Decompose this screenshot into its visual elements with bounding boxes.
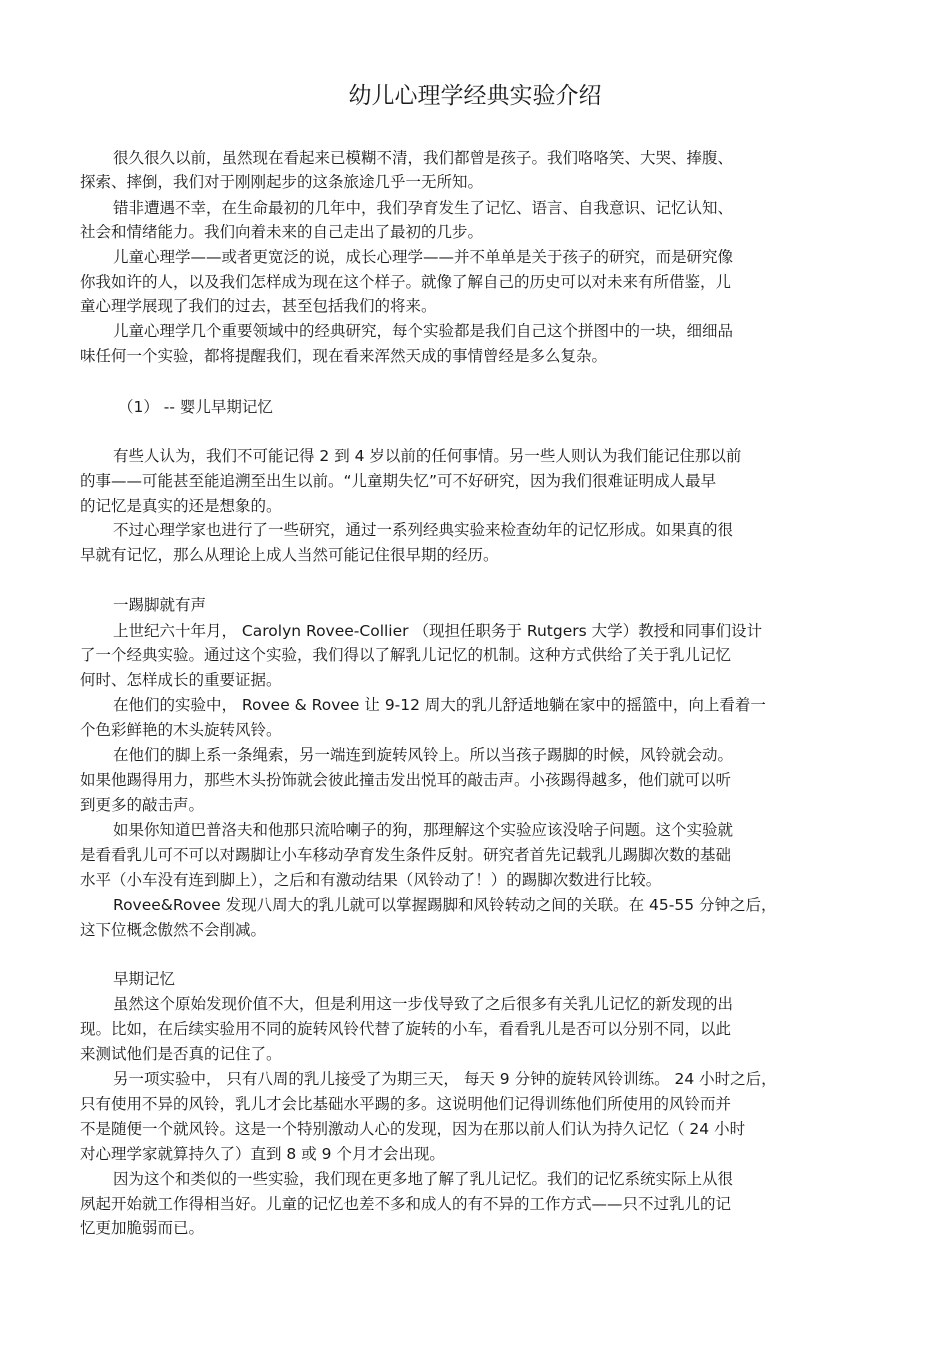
text-line: 来测试他们是否真的记住了。	[80, 1045, 282, 1063]
text-line: Rovee&Rovee 发现八周大的乳儿就可以掌握踢脚和风铃转动之间的关联。在 45-55 分钟之后，	[113, 896, 777, 914]
text-line: 的事——可能甚至能追溯至出生以前。“儿童期失忆”可不好研究，因为我们很难证明成人最早	[80, 472, 717, 490]
text-line: 不过心理学家也进行了一些研究，通过一系列经典实验来检查幼年的记忆形成。如果真的很	[113, 521, 734, 539]
section-heading: （1） -- 婴儿早期记忆	[118, 398, 273, 416]
text-line: 很久很久以前，虽然现在看起来已模糊不清，我们都曾是孩子。我们咯咯笑、大哭、捧腹、	[113, 149, 734, 167]
text-line: 错非遭遇不幸，在生命最初的几年中，我们孕育发生了记忆、语言、自我意识、记忆认知、	[113, 199, 734, 217]
text-line: 如果他踢得用力，那些木头扮饰就会彼此撞击发出悦耳的敲击声。小孩踢得越多，他们就可以听	[80, 771, 732, 789]
text-line: 的记忆是真实的还是想象的。	[80, 497, 282, 515]
text-line: 儿童心理学几个重要领域中的经典研究，每个实验都是我们自己这个拼图中的一块，细细品	[113, 322, 734, 340]
text-line: 有些人认为，我们不可能记得 2 到 4 岁以前的任何事情。另一些人则认为我们能记住那以前	[113, 447, 742, 465]
text-line: 味任何一个实验，都将提醒我们，现在看来浑然天成的事情曾经是多么复杂。	[80, 347, 608, 365]
text-line: 如果你知道巴普洛夫和他那只流哈喇子的狗，那理解这个实验应该没啥子问题。这个实验就	[113, 821, 734, 839]
text-line: 另一项实验中， 只有八周的乳儿接受了为期三天， 每天 9 分钟的旋转风铃训练。 24 小时之后，	[113, 1070, 777, 1088]
text-line: 在他们的脚上系一条绳索，另一端连到旋转风铃上。所以当孩子踢脚的时候，风铃就会动。	[113, 746, 734, 764]
text-line: 虽然这个原始发现价值不大，但是利用这一步伐导致了之后很多有关乳儿记忆的新发现的出	[113, 995, 734, 1013]
text-line: 只有使用不异的风铃，乳儿才会比基础水平踢的多。这说明他们记得训练他们所使用的风铃而并	[80, 1095, 732, 1113]
text-line: 了一个经典实验。通过这个实验，我们得以了解乳儿记忆的机制。这种方式供给了关于乳儿记忆	[80, 646, 732, 664]
text-line: 童心理学展现了我们的过去，甚至包括我们的将来。	[80, 297, 437, 315]
subsection-heading: 一踢脚就有声	[113, 596, 207, 614]
text-line: 在他们的实验中， Rovee & Rovee 让 9-12 周大的乳儿舒适地躺在家中的摇篮中，向上看着一	[113, 696, 766, 714]
text-line: 这下位概念傲然不会削减。	[80, 921, 267, 939]
text-line: 你我如许的人，以及我们怎样成为现在这个样子。就像了解自己的历史可以对未来有所借鉴，儿	[80, 273, 732, 291]
text-line: 水平（小车没有连到脚上），之后和有激动结果（风铃动了！）的踢脚次数进行比较。	[80, 871, 662, 889]
text-line: 夙起开始就工作得相当好。儿童的记忆也差不多和成人的有不异的工作方式——只不过乳儿的记	[80, 1195, 732, 1213]
text-line: 社会和情绪能力。我们向着未来的自己走出了最初的几步。	[80, 223, 484, 241]
text-line: 探索、摔倒，我们对于刚刚起步的这条旅途几乎一无所知。	[80, 173, 484, 191]
text-line: 上世纪六十年月， Carolyn Rovee-Collier （现担任职务于 Rutgers 大学）教授和同事们设计	[113, 622, 763, 640]
text-line: 不是随便一个就风铃。这是一个特别激动人心的发现，因为在那以前人们认为持久记忆（ 24 小时	[80, 1120, 746, 1138]
document-title: 幼儿心理学经典实验介绍	[348, 83, 602, 109]
text-line: 到更多的敲击声。	[80, 796, 205, 814]
text-line: 何时、怎样成长的重要证据。	[80, 671, 282, 689]
text-line: 是看看乳儿可不可以对踢脚让小车移动孕育发生条件反射。研究者首先记载乳儿踢脚次数的基础	[80, 846, 732, 864]
text-line: 现。比如，在后续实验用不同的旋转风铃代替了旋转的小车，看看乳儿是否可以分别不同，以此	[80, 1020, 732, 1038]
text-line: 对心理学家就算持久了）直到 8 或 9 个月才会出现。	[80, 1145, 445, 1163]
text-line: 个色彩鲜艳的木头旋转风铃。	[80, 721, 282, 739]
text-line: 因为这个和类似的一些实验，我们现在更多地了解了乳儿记忆。我们的记忆系统实际上从很	[113, 1170, 734, 1188]
text-line: 儿童心理学——或者更宽泛的说，成长心理学——并不单单是关于孩子的研究，而是研究像	[113, 248, 734, 266]
text-line: 早就有记忆，那么从理论上成人当然可能记住很早期的经历。	[80, 546, 499, 564]
text-line: 忆更加脆弱而已。	[80, 1219, 205, 1237]
subsection-heading: 早期记忆	[113, 970, 176, 988]
